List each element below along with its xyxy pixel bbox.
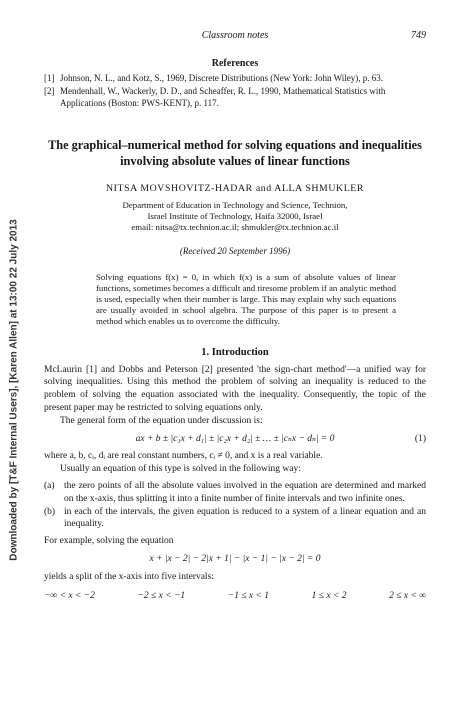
article-authors: NITSA MOVSHOVITZ-HADAR and ALLA SHMUKLER xyxy=(105,183,365,195)
section-body xyxy=(44,364,426,603)
reference-text: Mendenhall, W., Wackerly, D. D., and Scheaffer, R. L., 1990, Mathematical Statistics with Applications (Boston: PWS-KENT), p. 117. xyxy=(60,86,386,108)
interval: −∞ < x < −2 xyxy=(44,590,95,601)
list-label: (b) xyxy=(44,506,56,517)
reference-number: [1] xyxy=(44,72,55,83)
received-date: (Received 20 September 1996) xyxy=(179,246,291,257)
list-text: the zero points of all the absolute values involved in the equation are determined and marked on the x-axis, thus splitting it into a finite number of finite intervals and two infinite ones. xyxy=(64,481,426,504)
affiliation-line: Israel Institute of Technology, Haifa 32000, Israel xyxy=(147,211,323,222)
page-number: 749 xyxy=(411,30,426,41)
paragraph: yields a split of the x-axis into five intervals: xyxy=(44,571,214,582)
abstract: Solving equations f(x) = 0, in which f(x) is a sum of absolute values of linear functions, sometimes becomes a difficult and tiresome problem if an analytic method is used, especially when their number is large. This may explain why such equations are usually avoided in school algebra. The purpose of this paper is to present a method which enables us to overcome the difficulty. xyxy=(96,271,396,326)
paragraph: For example, solving the equation xyxy=(44,536,174,547)
equation-text: ax + b ± |c₁x + d₁| ± |c₂x + d₂| ± … ± |cₙx − dₙ| = 0 xyxy=(135,433,335,444)
reference-item xyxy=(44,73,426,85)
list-item xyxy=(44,506,426,532)
author-email: email: nitsa@tx.technion.ac.il; shmukler@tx.technion.ac.il xyxy=(131,222,339,233)
author-affiliation xyxy=(44,200,426,233)
interval: −2 ≤ x < −1 xyxy=(137,590,186,601)
interval: −1 ≤ x < 1 xyxy=(227,590,270,601)
intervals-row xyxy=(44,590,426,603)
reference-number: [2] xyxy=(44,86,55,97)
list-label: (a) xyxy=(44,481,55,492)
section-heading: 1. Introduction xyxy=(201,346,269,358)
equation-text: x + |x − 2| − 2|x + 1| − |x − 1| − |x − 2| = 0 xyxy=(149,554,321,565)
download-note: Downloaded by [T&F Internal Users], [Karen Allen] at 13:00 22 July 2013 xyxy=(8,219,20,561)
paragraph: The general form of the equation under discussion is: xyxy=(60,415,263,426)
reference-text: Johnson, N. L., and Kotz, S., 1969, Discrete Distributions (New York: John Wiley), p. 63. xyxy=(60,72,383,83)
equation-1 xyxy=(44,433,426,446)
list-item xyxy=(44,480,426,506)
affiliation-line: Department of Education in Technology and Science, Technion, xyxy=(122,200,348,211)
download-watermark xyxy=(4,195,24,585)
running-title: Classroom notes xyxy=(201,30,269,41)
page xyxy=(44,30,426,602)
paragraph: McLaurin [1] and Dobbs and Peterson [2] presented 'the sign-chart method'—a unified way for solving inequalities. Using this method the problem of solving an inequality is reduced to the problem of solving the equation associated with the inequality. Consequently, the topic of the present paper may be restricted to solving equations only. xyxy=(44,364,426,414)
reference-item xyxy=(44,86,426,109)
paragraph: where a, b, cᵢ, dᵢ are real constant numbers, cᵢ ≠ 0, and x is a real variable. xyxy=(44,451,323,462)
equation-number: (1) xyxy=(414,433,426,444)
references-heading: References xyxy=(211,58,259,69)
method-steps-list xyxy=(44,480,426,531)
interval: 1 ≤ x < 2 xyxy=(311,590,347,601)
paragraph: Usually an equation of this type is solved in the following way: xyxy=(60,464,301,475)
article-title: The graphical–numerical method for solving equations and inequalities involving absolute values of linear functions xyxy=(48,138,422,169)
list-text: in each of the intervals, the given equation is reduced to a system of a linear equation and an inequality. xyxy=(64,506,426,530)
interval: 2 ≤ x < ∞ xyxy=(389,590,426,601)
running-header xyxy=(44,30,426,44)
equation-2 xyxy=(44,553,426,566)
